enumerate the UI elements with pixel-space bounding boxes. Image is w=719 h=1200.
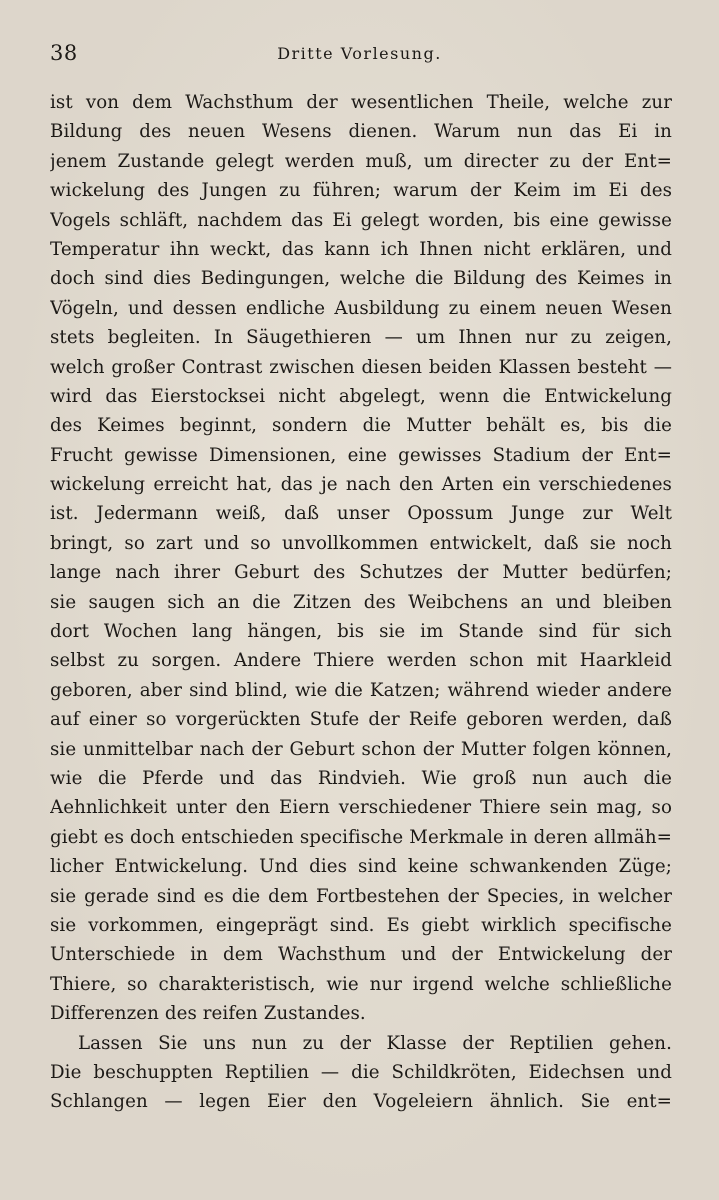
text-line: bringt, so zart und so unvollkommen entwickelt, daß sie noch [50,532,672,554]
text-line: wird das Eierstocksei nicht abgelegt, wenn die Entwickelung [50,385,672,407]
text-line: wie die Pferde und das Rindvieh. Wie groß nun auch die [50,767,672,789]
text-line: Bildung des neuen Wesens dienen. Warum nun das Ei in [50,121,672,143]
text-line: Vögeln, und dessen endliche Ausbildung zu einem neuen Wesen [50,297,672,319]
text-line: Differenzen des reifen Zustandes. [50,1003,366,1025]
text-line: des Keimes beginnt, sondern die Mutter behält es, bis die [50,415,672,437]
text-line: lange nach ihrer Geburt des Schutzes der Mutter bedürfen; [50,562,672,584]
text-line: stets begleiten. In Säugethieren — um Ihnen nur zu zeigen, [50,327,672,349]
text-line: Vogels schläft, nachdem das Ei gelegt worden, bis eine gewisse [50,209,672,231]
text-line: geboren, aber sind blind, wie die Katzen; während wieder andere [50,679,672,701]
text-line: giebt es doch entschieden specifische Merkmale in deren allmäh= [50,826,672,848]
text-line: licher Entwickelung. Und dies sind keine schwankenden Züge; [50,856,672,878]
text-line: selbst zu sorgen. Andere Thiere werden schon mit Haarkleid [50,650,672,672]
text-line: welch großer Contrast zwischen diesen beiden Klassen besteht — [50,356,672,378]
text-line: doch sind dies Bedingungen, welche die Bildung des Keimes in [50,268,672,290]
text-line: wickelung erreicht hat, das je nach den Arten ein verschiedenes [50,474,672,496]
text-line: auf einer so vorgerückten Stufe der Reife geboren werden, daß [50,709,672,731]
running-head [0,38,719,68]
text-line: Unterschiede in dem Wachsthum und der Entwickelung der [50,944,672,966]
text-line: Temperatur ihn weckt, das kann ich Ihnen nicht erklären, und [50,238,672,260]
text-line: Lassen Sie uns nun zu der Klasse der Reptilien gehen. [78,1032,672,1054]
text-line: dort Wochen lang hängen, bis sie im Stande sind für sich [50,621,672,643]
paragraph [50,1029,672,1117]
text-line: ist von dem Wachsthum der wesentlichen Theile, welche zur [50,92,672,113]
text-line: sie gerade sind es die dem Fortbestehen der Species, in welcher [50,885,672,907]
body-text [50,88,672,1117]
text-line: Die beschuppten Reptilien — die Schildkröten, Eidechsen und [50,1061,672,1083]
text-line: sie vorkommen, eingeprägt sind. Es giebt wirklich specifische [50,914,672,936]
page-number: 38 [50,41,78,65]
text-line: Frucht gewisse Dimensionen, eine gewisses Stadium der Ent= [50,444,672,466]
text-line: Schlangen — legen Eier den Vogeleiern ähnlich. Sie ent= [50,1091,672,1113]
text-line: sie saugen sich an die Zitzen des Weibchens an und bleiben [50,591,672,613]
text-line: ist. Jedermann weiß, daß unser Opossum Junge zur Welt [50,503,672,525]
text-line: Thiere, so charakteristisch, wie nur irgend welche schließliche [50,973,672,995]
text-line: wickelung des Jungen zu führen; warum der Keim im Ei des [50,180,672,202]
paragraph [50,88,672,1029]
text-line: jenem Zustande gelegt werden muß, um directer zu der Ent= [50,150,672,172]
header-title: Dritte Vorlesung. [277,44,442,63]
text-line: Aehnlichkeit unter den Eiern verschiedener Thiere sein mag, so [50,797,672,819]
text-line: sie unmittelbar nach der Geburt schon der Mutter folgen können, [50,738,672,760]
